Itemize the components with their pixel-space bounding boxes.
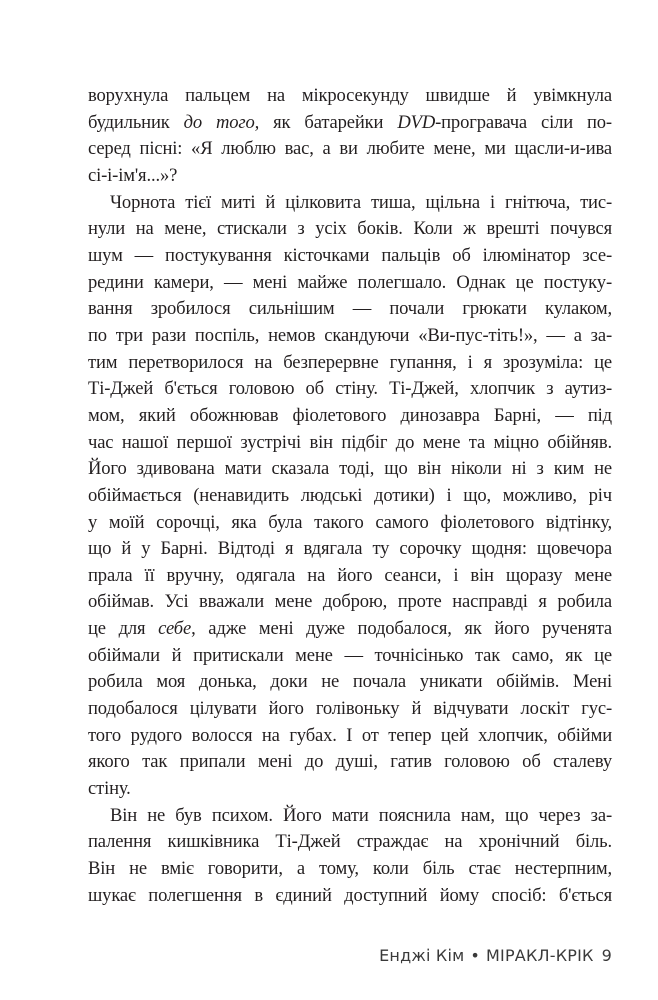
text-segment: як батарейки — [259, 111, 398, 133]
text-segment: ворухнула пальцем на мікросекунду швидше й увімкнула — [88, 85, 612, 106]
text-line — [88, 243, 612, 270]
text-line — [88, 510, 612, 537]
text-segment: Він не вміє говорити, а тому, коли біль стає нестерпним, — [88, 858, 612, 880]
text-segment: Його здивована мати сказала тоді, що він ніколи ні з ким не — [88, 458, 612, 480]
footer-separator: • — [470, 946, 481, 965]
text-segment: сі-і-ім'я...»? — [88, 164, 178, 186]
text-line — [88, 270, 612, 297]
text-line — [88, 323, 612, 350]
text-segment: подобалося цілувати його голівоньку й відчувати лоскіт гус- — [88, 698, 612, 720]
text-line — [88, 723, 612, 750]
text-segment: вання зробилося сильнішим — почали грюкати кулаком, — [88, 298, 612, 320]
text-segment: палення кишківника Ті-Джей страждає на хронічний біль. — [88, 831, 612, 853]
page-body-text — [88, 83, 612, 909]
paragraph-first-line — [88, 190, 612, 217]
text-segment: це для — [88, 618, 159, 640]
text-line — [88, 483, 612, 510]
text-line — [88, 163, 612, 190]
text-segment: обіймав. Усі вважали мене доброю, проте насправді я робила — [88, 591, 612, 613]
text-line — [88, 669, 612, 696]
text-segment: час нашої першої зустрічі він підбіг до мене та міцно обійняв. — [88, 431, 612, 453]
text-segment: нули на мене, стискали з усіх боків. Коли ж врешті почувся — [88, 218, 612, 240]
italic-text: до того, — [183, 111, 260, 133]
footer-author: Енджі Кім — [379, 946, 465, 965]
text-segment: Ті-Джей б'ється головою об стіну. Ті-Джей, хлопчик з аутиз- — [88, 378, 612, 400]
text-line — [88, 563, 612, 590]
text-line — [88, 776, 612, 803]
text-segment: Він не був психом. Його мати пояснила нам, що через за- — [110, 804, 612, 826]
text-segment: по три рази поспіль, немов скандуючи «Ви-пус-тіть!», — а за- — [88, 324, 612, 346]
text-segment: обіймали й притискали мене — точнісінько так само, як це — [88, 644, 612, 666]
text-segment: Чорнота тієї миті й цілковита тиша, щільна і гнітюча, тис- — [110, 191, 612, 213]
text-line — [88, 616, 612, 643]
text-line — [88, 136, 612, 163]
text-line — [88, 83, 612, 110]
text-line — [88, 589, 612, 616]
text-line — [88, 350, 612, 377]
text-line — [88, 403, 612, 430]
paragraph-first-line — [88, 803, 612, 830]
text-segment: шукає полегшення в єдиний доступний йому спосіб: б'ється — [88, 884, 612, 906]
text-line — [88, 883, 612, 910]
text-segment: , адже мені дуже подобалося, як його рученята — [191, 618, 613, 640]
text-segment: робила моя донька, доки не почала уникати обіймів. Мені — [88, 671, 612, 693]
text-line — [88, 856, 612, 883]
text-line — [88, 829, 612, 856]
text-segment: що й у Барні. Відтоді я вдягала ту сорочку щодня: щовечора — [88, 538, 612, 560]
footer-book-title: МІРАКЛ-КРІК — [486, 946, 594, 965]
text-segment: серед пісні: «Я люблю вас, а ви любите мене, ми щасли-и-ива — [88, 138, 612, 160]
text-segment: будильник — [88, 111, 184, 133]
text-line — [88, 296, 612, 323]
text-segment: тим перетворилося на безперервне гупання, і я зрозуміла: це — [88, 351, 612, 373]
text-line — [88, 456, 612, 483]
text-line — [88, 430, 612, 457]
page-number: 9 — [601, 946, 612, 965]
text-line — [88, 536, 612, 563]
text-segment: обіймається (ненавидить людські дотики) і що, можливо, річ — [88, 484, 612, 506]
text-segment: того рудого волосся на губах. І от тепер цей хлопчик, обійми — [88, 724, 612, 746]
running-footer — [379, 946, 612, 965]
italic-text: DVD — [397, 111, 436, 133]
text-line — [88, 376, 612, 403]
text-line — [88, 216, 612, 243]
text-segment: шум — постукування кісточками пальців об ілюмінатор зсе- — [88, 244, 612, 266]
text-segment: стіну. — [88, 778, 131, 800]
text-segment: у моїй сорочці, яка була такого самого фіолетового відтінку, — [88, 511, 612, 533]
italic-text: себе — [158, 618, 192, 640]
text-segment: редини камери, — мені майже полегшало. Однак це постуку- — [88, 271, 612, 293]
text-line — [88, 643, 612, 670]
text-line — [88, 749, 612, 776]
text-line — [88, 696, 612, 723]
text-segment: якого так припали мені до душі, гатив головою об сталеву — [88, 751, 612, 773]
text-segment: -програвача сіли по- — [435, 111, 612, 133]
text-line — [88, 110, 612, 137]
text-segment: мом, який обожнював фіолетового динозавра Барні, — під — [88, 404, 612, 426]
text-segment: прала її вручну, одягала на його сеанси, і він щоразу мене — [88, 564, 612, 586]
